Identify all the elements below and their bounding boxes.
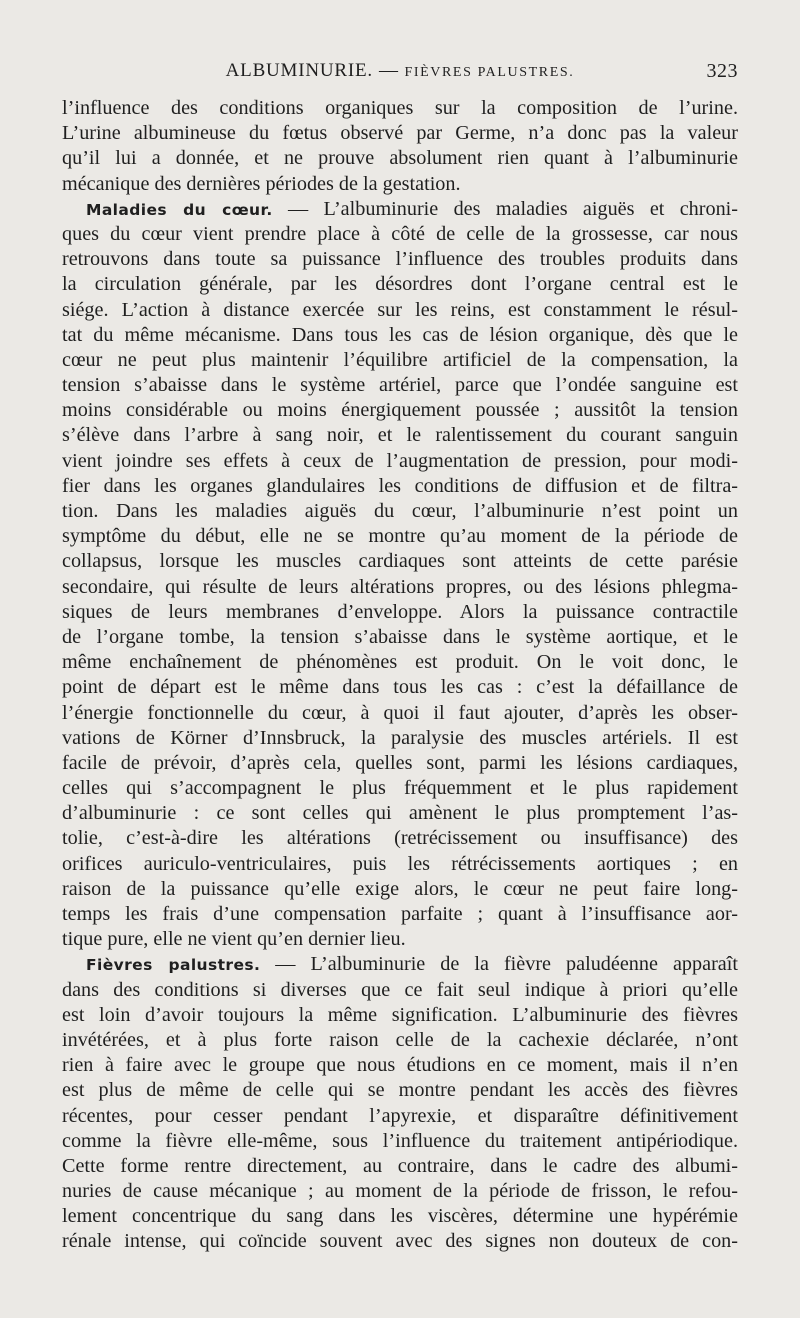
line-text: point de départ est le même dans tous les cas : c’est la défaillance de: [62, 676, 738, 699]
text-line: [62, 751, 738, 776]
line-text: tolie, c’est-à-dire les altérations (retrécissement ou insuffisance) des: [62, 827, 738, 850]
line-text: tion. Dans les maladies aiguës du cœur, l’albuminurie n’est point un: [62, 500, 738, 522]
line-text: est plus de même de celle qui se montre pendant les accès des fièvres: [62, 1079, 738, 1102]
line-text: — L’albuminurie de la fièvre paludéenne apparaît: [260, 953, 738, 976]
text-line: [62, 524, 738, 549]
line-text: dans des conditions si diverses que ce fait seul indique à priori qu’elle: [62, 978, 738, 1001]
line-text: même enchaînement de phénomènes est produit. On le voit donc, le: [62, 651, 738, 674]
text-line: [62, 172, 738, 197]
line-text: secondaire, qui résulte de leurs altérations propres, ou des lésions phlegma-: [62, 575, 738, 598]
title-separator: —: [378, 60, 399, 81]
text-line: [62, 675, 738, 700]
line-text: rien à faire avec le groupe que nous étudions en ce moment, mais il n’en: [62, 1054, 738, 1077]
chapter-title: ALBUMINURIE.: [225, 60, 373, 81]
page-number: 323: [706, 60, 738, 82]
text-line: [62, 1003, 738, 1028]
line-text: retrouvons dans toute sa puissance l’influence des troubles produits dans: [62, 248, 738, 271]
line-text: cœur ne peut plus maintenir l’équilibre artificiel de la compensation, la: [62, 348, 738, 371]
text-line: [62, 600, 738, 625]
text-line: [62, 449, 738, 474]
text-line: [62, 373, 738, 398]
text-line: [62, 1229, 738, 1254]
line-text: collapsus, lorsque les muscles cardiaques sont atteints de cette parésie: [62, 550, 738, 573]
text-line: [62, 247, 738, 272]
text-line: [62, 826, 738, 851]
line-text: ques du cœur vient prendre place à côté de celle de la grossesse, car nous: [62, 222, 738, 245]
text-line: [62, 927, 738, 952]
line-text: est loin d’avoir toujours la même signification. L’albuminurie des fièvres: [62, 1003, 738, 1026]
text-line: [62, 801, 738, 826]
text-line: [62, 1053, 738, 1078]
text-line: [62, 650, 738, 675]
text-line: [62, 1104, 738, 1129]
line-text: rénale intense, qui coïncide souvent avec des signes non douteux de con-: [62, 1230, 738, 1253]
line-text: moins considérable ou moins énergiquement poussée ; aussitôt la tension: [62, 399, 738, 422]
text-line: [62, 549, 738, 574]
line-text: s’élève dans l’arbre à sang noir, et le ralentissement du courant sanguin: [62, 424, 738, 447]
text-line: [62, 1129, 738, 1154]
line-text: vations de Körner d’Innsbruck, la paralysie des muscles artériels. Il est: [62, 726, 738, 749]
text-line: [62, 1204, 738, 1229]
line-text: temps les frais d’une compensation parfaite ; quant à l’insuffisance aor-: [62, 903, 738, 925]
text-line: [62, 625, 738, 650]
text-line: [62, 575, 738, 600]
text-line: [62, 272, 738, 297]
line-text: nuries de cause mécanique ; au moment de la période de frisson, le refou-: [62, 1180, 738, 1203]
line-text: comme la fièvre elle-même, sous l’influence du traitement antipériodique.: [62, 1129, 738, 1152]
line-text: tat du même mécanisme. Dans tous les cas de lésion organique, dès que le: [62, 323, 738, 346]
line-text: lement concentrique du sang dans les viscères, détermine une hypérémie: [62, 1205, 738, 1228]
line-text: récentes, pour cesser pendant l’apyrexie, et disparaître définitivement: [62, 1104, 738, 1127]
text-line: [62, 298, 738, 323]
text-line: [62, 978, 738, 1003]
line-text: tension s’abaisse dans le système artériel, parce que l’ondée sanguine est: [62, 374, 738, 397]
text-line: [62, 726, 738, 751]
text-line: [62, 474, 738, 499]
line-text: Cette forme rentre directement, au contraire, dans le cadre des albumi-: [62, 1154, 738, 1177]
line-text: facile de prévoir, d’après cela, quelles sont, parmi les lésions cardiaques,: [62, 751, 738, 774]
running-head-title: [62, 60, 738, 82]
text-line: [62, 398, 738, 423]
text-line: [62, 852, 738, 877]
line-text: fier dans les organes glandulaires les conditions de diffusion et de filtra-: [62, 474, 738, 497]
line-text: l’énergie fonctionnelle du cœur, à quoi il faut ajouter, d’après les obser-: [62, 701, 738, 724]
line-text: — L’albuminurie des maladies aiguës et chroni-: [272, 197, 739, 220]
paragraph-lead-line: [62, 952, 738, 977]
line-text: mécanique des dernières périodes de la gestation.: [62, 172, 461, 195]
text-line: [62, 902, 738, 927]
line-text: la circulation générale, par les désordres dont l’organe central est le: [62, 273, 738, 296]
line-text: vient joindre ses effets à ceux de l’augmentation de pression, pour modi-: [62, 449, 738, 472]
line-text: l’influence des conditions organiques sur la composition de l’urine.: [62, 97, 738, 119]
line-text: siques de leurs membranes d’enveloppe. Alors la puissance contractile: [62, 600, 738, 623]
text-line: [62, 776, 738, 801]
text-line: [62, 1179, 738, 1204]
line-text: orifices auriculo-ventriculaires, puis les rétrécissements aortiques ; en: [62, 852, 738, 875]
line-text: qu’il lui a donnée, et ne prouve absolument rien quant à l’albuminurie: [62, 147, 738, 170]
line-text: tique pure, elle ne vient qu’en dernier lieu.: [62, 928, 406, 951]
text-line: [62, 877, 738, 902]
paragraph-lead-line: [62, 197, 738, 222]
line-text: d’albuminurie : ce sont celles qui amènent le plus promptement l’as-: [62, 802, 738, 825]
text-line: [62, 701, 738, 726]
running-head: [62, 60, 738, 88]
text-line: [62, 96, 738, 121]
text-line: [62, 348, 738, 373]
text-line: [62, 1154, 738, 1179]
section-run-in-heading: Maladies du cœur.: [86, 200, 273, 219]
text-line: [62, 499, 738, 524]
text-line: [62, 323, 738, 348]
line-text: celles qui s’accompagnent le plus fréquemment et le plus rapidement: [62, 777, 738, 800]
text-line: [62, 121, 738, 146]
line-text: invétérées, et à plus forte raison celle de la cachexie déclarée, n’ont: [62, 1028, 738, 1051]
section-run-in-heading: Fièvres palustres.: [86, 956, 261, 975]
line-text: siége. L’action à distance exercée sur les reins, est constamment le résul-: [62, 298, 738, 321]
text-line: [62, 146, 738, 171]
body-text: [62, 96, 738, 1255]
section-title: FIÈVRES PALUSTRES.: [404, 65, 575, 80]
text-line: [62, 423, 738, 448]
text-line: [62, 1028, 738, 1053]
text-line: [62, 1078, 738, 1103]
line-text: L’urine albumineuse du fœtus observé par Germe, n’a donc pas la valeur: [62, 122, 738, 145]
text-line: [62, 222, 738, 247]
line-text: raison de la puissance qu’elle exige alors, le cœur ne peut faire long-: [62, 877, 738, 900]
line-text: symptôme du début, elle ne se montre qu’au moment de la période de: [62, 525, 738, 548]
line-text: de l’organe tombe, la tension s’abaisse dans le système aortique, et le: [62, 625, 738, 648]
